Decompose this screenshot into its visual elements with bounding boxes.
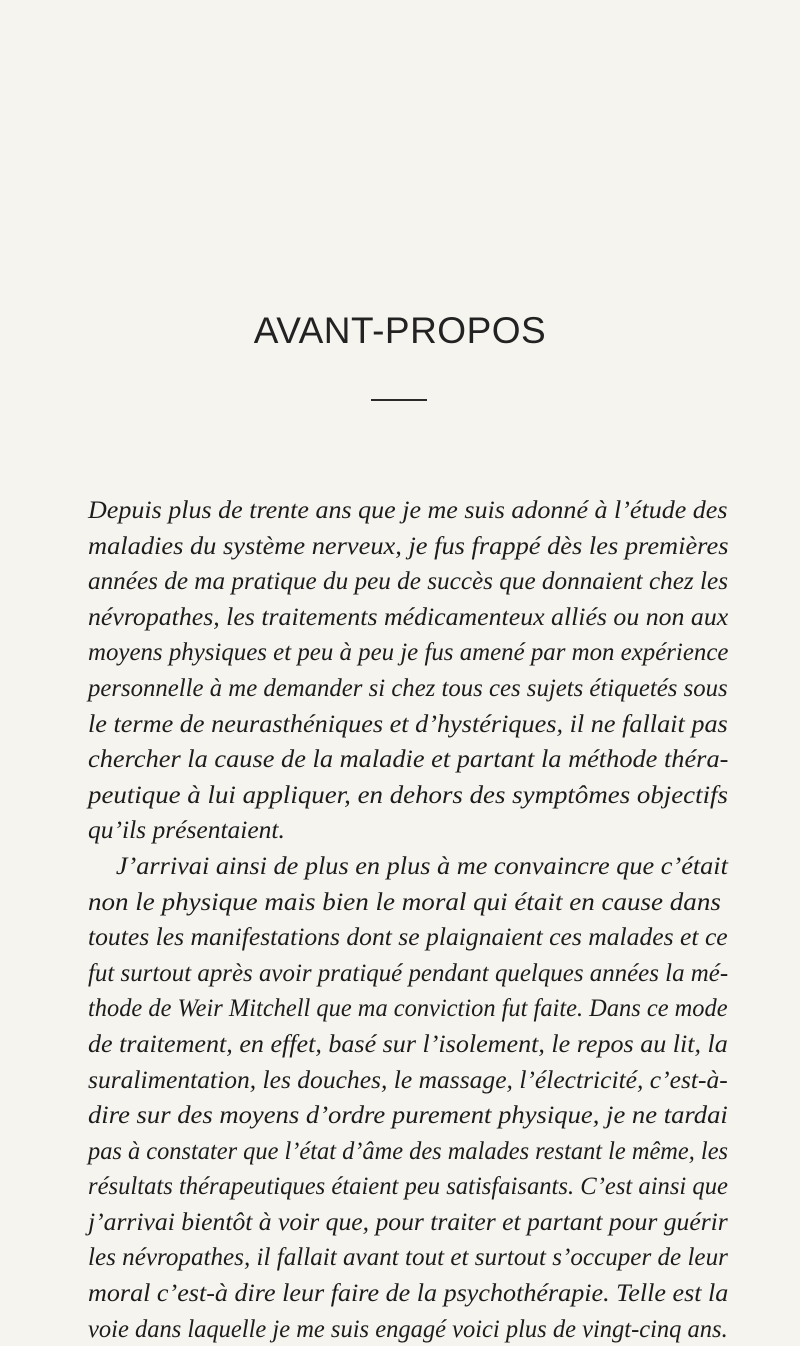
title-divider xyxy=(371,399,427,401)
text-line: toutes les manifestations dont se plaignaient ces malades et ce xyxy=(88,922,728,952)
text-line: suralimentation, les douches, le massage, l’électricité, c’est-à- xyxy=(88,1064,728,1094)
text-line: moyens physiques et peu à peu je fus amené par mon expérience xyxy=(88,637,729,667)
text-line: J’arrivai ainsi de plus en plus à me convaincre que c’était xyxy=(115,850,728,880)
text-line: années de ma pratique du peu de succès que donnaient chez les xyxy=(88,566,728,596)
body-text xyxy=(88,492,728,1346)
text-line: dire sur des moyens d’ordre purement physique, je ne tardai xyxy=(88,1100,728,1130)
text-line: Depuis plus de trente ans que je me suis adonné à l’étude des xyxy=(88,495,728,524)
text-line: les névropathes, il fallait avant tout et surtout s’occuper de leur xyxy=(88,1242,728,1272)
text-line: maladies du système nerveux, je fus frappé dès les premières xyxy=(88,530,729,560)
text-line: névropathes, les traitements médicamenteux alliés ou non aux xyxy=(88,601,729,631)
text-line: thode de Weir Mitchell que ma conviction fut faite. Dans ce mode xyxy=(88,993,728,1023)
text-line: peutique à lui appliquer, en dehors des symptômes objectifs xyxy=(88,779,728,809)
text-line: non le physique mais bien le moral qui était en cause dans xyxy=(88,886,721,916)
text-line: voie dans laquelle je me suis engagé voici plus de vingt-cinq ans. xyxy=(88,1313,728,1343)
text-line: fut surtout après avoir pratiqué pendant quelques années la mé- xyxy=(88,957,729,987)
text-line: le terme de neurasthéniques et d’hystériques, il ne fallait pas xyxy=(88,708,728,738)
text-line: j’arrivai bientôt à voir que, pour traiter et partant pour guérir xyxy=(88,1206,728,1236)
text-line: chercher la cause de la maladie et partant la méthode théra- xyxy=(88,744,729,774)
text-line: résultats thérapeutiques étaient peu satisfaisants. C’est ainsi que xyxy=(88,1171,728,1201)
text-line: de traitement, en effet, basé sur l’isolement, le repos au lit, la xyxy=(88,1028,728,1058)
text-line: moral c’est-à dire leur faire de la psychothérapie. Telle est la xyxy=(88,1278,729,1308)
text-line: pas à constater que l’état d’âme des malades restant le même, les xyxy=(88,1135,729,1165)
text-line: qu’ils présentaient. xyxy=(88,815,285,845)
text-line: personnelle à me demander si chez tous ces sujets étiquetés sous xyxy=(88,672,728,702)
page-title: AVANT-PROPOS xyxy=(253,310,547,351)
